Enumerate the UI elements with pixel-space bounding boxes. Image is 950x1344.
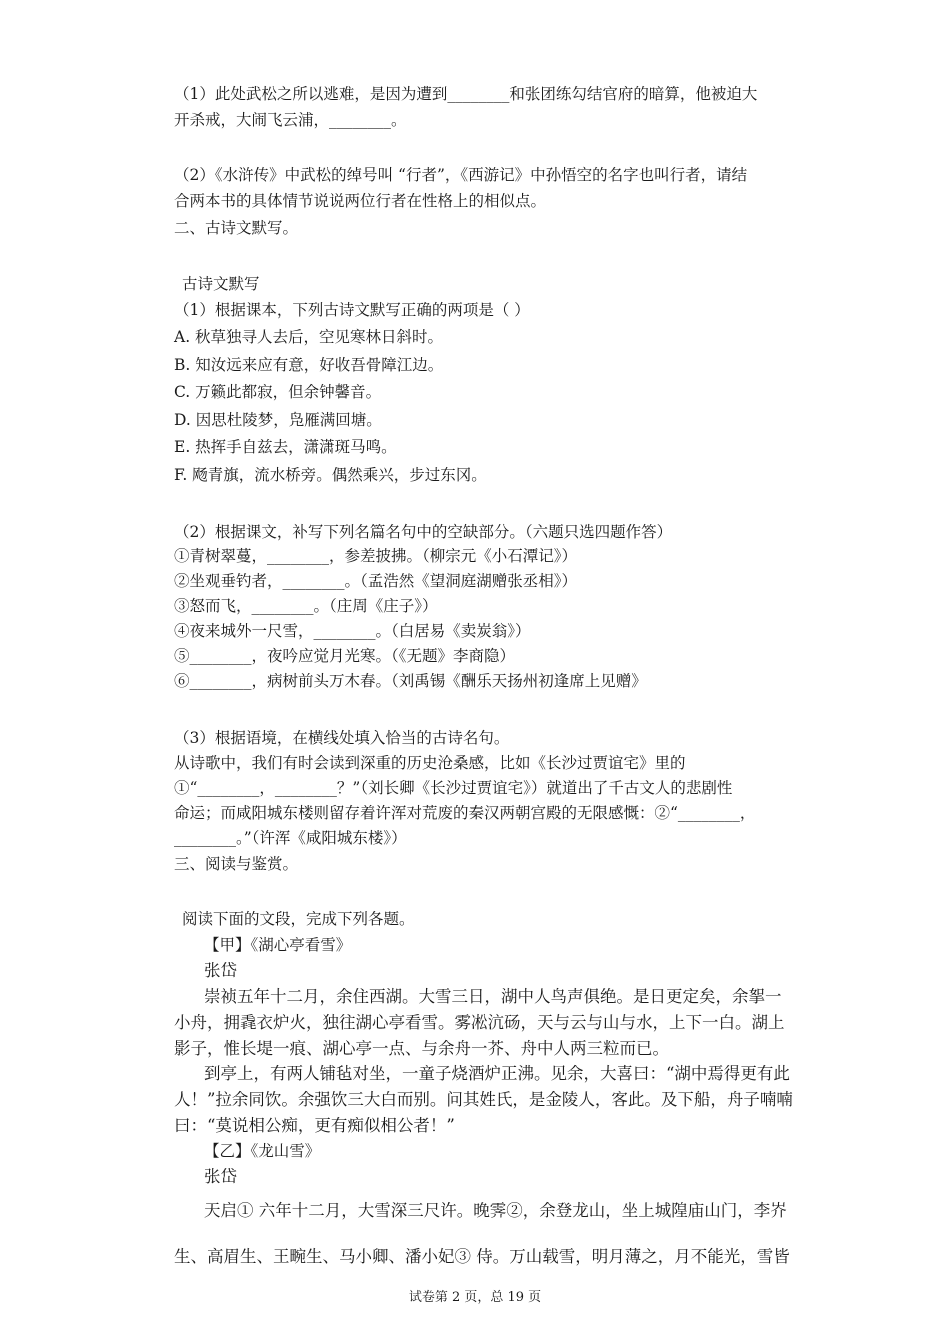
poetry-q2-item-1: ①青树翠蔓，________，参差披拂。（柳宗元《小石潭记》） [174,547,578,565]
section-heading-3: 三、阅读与鉴赏。 [174,855,299,873]
option-c: C. 万籁此都寂，但余钟馨音。 [174,383,382,401]
poetry-q2-item-4: ④夜来城外一尺雪，________。（白居易《卖炭翁》） [174,622,531,640]
poetry-q3-line-3: 命运；而咸阳城东楼则留存着许浑对荒废的秦汉两朝宫殿的无限感慨：②“________， [174,804,756,822]
poetry-q2-item-5: ⑤________，夜吟应觉月光寒。（《无题》李商隐） [174,647,516,665]
jia-paragraph-2-line-1: 到亭上，有两人铺毡对坐，一童子烧酒炉正沸。见余，大喜曰：“湖中焉得更有此 [204,1064,790,1083]
poetry-q1-stem: （1）根据课本，下列古诗文默写正确的两项是（ ） [174,301,530,319]
jia-paragraph-1-line-3: 影子，惟长堤一痕、湖心亭一点、与余舟一芥、舟中人两三粒而已。 [174,1039,669,1058]
yi-paragraph-line-1: 天启① 六年十二月，大雪深三尺许。晚霁②，余登龙山，坐上城隍庙山门，李岕 [204,1201,787,1220]
q1-line-2: 开杀戒，大闹飞云浦，________。 [174,111,407,129]
q2-line-1: （2）《水浒传》中武松的绰号叫 “行者”，《西游记》中孙悟空的名字也叫行者，请结 [174,166,748,184]
q1-line-1: （1）此处武松之所以逃难，是因为遭到________和张团练勾结官府的暗算，他被迫大 [174,85,758,103]
yi-author: 张岱 [204,1167,237,1186]
jia-paragraph-2-line-3: 曰：“莫说相公痴，更有痴似相公者！” [174,1116,455,1135]
jia-author: 张岱 [204,961,237,980]
option-d: D. 因思杜陵梦，凫雁满回塘。 [174,411,382,429]
poetry-q3-line-2: ①“________，________？”（刘长卿《长沙过贾谊宅》）就道出了千古文人的悲剧性 [174,779,733,797]
poetry-q2-item-6: ⑥________，病树前头万木春。（刘禹锡《酬乐天扬州初逢席上见赠》 [174,672,647,690]
option-e: E. 热挥手自兹去，潇潇斑马鸣。 [174,438,397,456]
poetry-q2-stem: （2）根据课文，补写下列名篇名句中的空缺部分。（六题只选四题作答） [174,523,673,541]
option-f: F. 飏青旗，流水桥旁。偶然乘兴，步过东冈。 [174,466,487,484]
reading-intro: 阅读下面的文段，完成下列各题。 [182,910,415,928]
option-a: A. 秋草独寻人去后，空见寒林日斜时。 [174,328,444,346]
jia-title: 【甲】《湖心亭看雪》 [204,936,352,954]
yi-title: 【乙】《龙山雪》 [204,1142,321,1160]
jia-paragraph-1-line-1: 崇祯五年十二月，余住西湖。大雪三日，湖中人鸟声俱绝。是日更定矣，余挐一 [204,987,782,1006]
poetry-q2-item-2: ②坐观垂钓者，________。（孟浩然《望洞庭湖赠张丞相》） [174,572,578,590]
page-footer: 试卷第 2 页，总 19 页 [408,1290,542,1305]
poetry-q2-item-3: ③怒而飞，________。（庄周《庄子》） [174,597,438,615]
poetry-q3-line-4: ________。”（许浑《咸阳城东楼》） [174,829,407,847]
yi-paragraph-line-2: 生、高眉生、王畹生、马小卿、潘小妃③ 侍。万山载雪，明月薄之，月不能光，雪皆 [174,1247,790,1266]
jia-paragraph-1-line-2: 小舟，拥毳衣炉火，独往湖心亭看雪。雾凇沆砀，天与云与山与水，上下一白。湖上 [174,1013,785,1032]
section-heading-2: 二、古诗文默写。 [174,219,299,237]
poetry-q3-line-1: 从诗歌中，我们有时会读到深重的历史沧桑感，比如《长沙过贾谊宅》里的 [174,754,686,772]
jia-paragraph-2-line-2: 人！”拉余同饮。余强饮三大白而别。问其姓氏，是金陵人，客此。及下船，舟子喃喃 [174,1090,793,1109]
poetry-q3-stem: （3）根据语境，在横线处填入恰当的古诗名句。 [174,729,510,747]
q2-line-2: 合两本书的具体情节说说两位行者在性格上的相似点。 [174,192,547,210]
subheading-poetry-dictation: 古诗文默写 [182,275,260,293]
option-b: B. 知汝远来应有意，好收吾骨障江边。 [174,356,444,374]
